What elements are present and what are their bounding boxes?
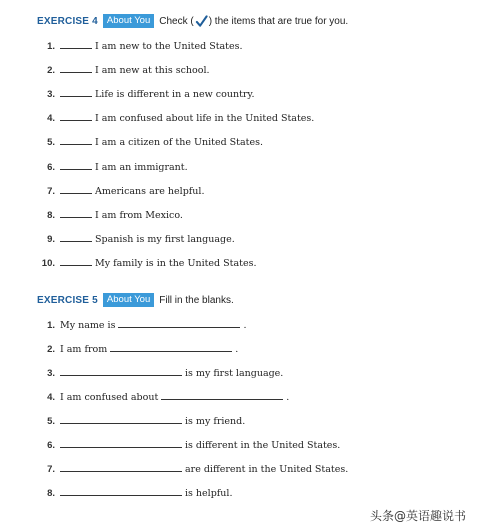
exercise-4-badge: About You [103, 14, 154, 28]
exercise-5-header [37, 293, 234, 307]
item-number: 4. [47, 113, 55, 124]
exercise-5-item [0, 342, 238, 356]
item-number: 6. [47, 162, 55, 173]
item-number: 2. [47, 344, 55, 355]
instruction-post: ) the items that are true for you. [208, 15, 349, 27]
item-number: 2. [47, 65, 55, 76]
item-text: I am new to the United States. [95, 41, 243, 52]
fill-blank[interactable] [110, 342, 232, 352]
item-number: 1. [47, 41, 55, 52]
exercise-4-item [0, 63, 210, 77]
exercise-4-label: EXERCISE 4 [37, 15, 98, 27]
exercise-5-instruction: Fill in the blanks. [159, 294, 234, 306]
item-text-after: . [235, 344, 239, 355]
check-blank[interactable] [60, 87, 92, 97]
check-blank[interactable] [60, 184, 92, 194]
fill-blank[interactable] [60, 462, 182, 472]
check-blank[interactable] [60, 63, 92, 73]
exercise-4-item [0, 135, 263, 149]
item-text-after: is helpful. [185, 488, 233, 499]
exercise-5-item [0, 438, 340, 452]
item-number: 7. [47, 464, 55, 475]
item-text-after: . [286, 392, 290, 403]
exercise-4-item [0, 111, 314, 125]
exercise-5-item [0, 318, 247, 332]
item-text: My family is in the United States. [95, 258, 257, 269]
item-text-before: I am confused about [60, 392, 159, 403]
item-text-before: My name is [60, 320, 116, 331]
exercise-4-header [37, 14, 348, 28]
item-text-after: are different in the United States. [185, 464, 349, 475]
item-text: I am confused about life in the United States. [95, 113, 315, 124]
exercise-4-item [0, 232, 235, 246]
item-number: 10. [41, 258, 55, 269]
check-blank[interactable] [60, 160, 92, 170]
item-number: 3. [47, 368, 55, 379]
item-text: I am from Mexico. [95, 210, 183, 221]
instruction-pre: Check ( [159, 15, 194, 27]
item-text-after: is different in the United States. [185, 440, 341, 451]
exercise-5-item [0, 414, 245, 428]
item-number: 5. [47, 416, 55, 427]
item-number: 1. [47, 320, 55, 331]
exercise-4-item [0, 256, 256, 270]
fill-blank[interactable] [60, 414, 182, 424]
fill-blank[interactable] [60, 486, 182, 496]
exercise-4-item [0, 39, 243, 53]
exercise-4-instruction [159, 15, 348, 28]
item-text: Spanish is my first language. [95, 234, 235, 245]
item-text: Life is different in a new country. [95, 89, 255, 100]
item-number: 4. [47, 392, 55, 403]
item-text: Americans are helpful. [95, 186, 205, 197]
item-text-after: . [243, 320, 247, 331]
item-number: 8. [47, 488, 55, 499]
item-text: I am an immigrant. [95, 162, 188, 173]
item-number: 3. [47, 89, 55, 100]
item-text-after: is my first language. [185, 368, 284, 379]
exercise-5-item [0, 486, 233, 500]
exercise-5-item [0, 462, 348, 476]
exercise-5-label: EXERCISE 5 [37, 294, 98, 306]
check-blank[interactable] [60, 39, 92, 49]
item-number: 9. [47, 234, 55, 245]
item-number: 8. [47, 210, 55, 221]
item-text-before: I am from [60, 344, 108, 355]
item-text-after: is my friend. [185, 416, 246, 427]
exercise-5-item [0, 366, 283, 380]
check-blank[interactable] [60, 232, 92, 242]
watermark: 头条@英语趣说书 [369, 509, 466, 523]
item-number: 7. [47, 186, 55, 197]
exercise-5-badge: About You [103, 293, 154, 307]
check-blank[interactable] [60, 111, 92, 121]
fill-blank[interactable] [161, 390, 283, 400]
fill-blank[interactable] [60, 366, 182, 376]
check-blank[interactable] [60, 135, 92, 145]
fill-blank[interactable] [60, 438, 182, 448]
check-blank[interactable] [60, 208, 92, 218]
exercise-5-item [0, 390, 289, 404]
exercise-4-item [0, 160, 188, 174]
checkmark-icon [195, 15, 208, 28]
check-blank[interactable] [60, 256, 92, 266]
item-number: 5. [47, 137, 55, 148]
item-number: 6. [47, 440, 55, 451]
exercise-4-item [0, 87, 255, 101]
fill-blank[interactable] [118, 318, 240, 328]
exercise-4-item [0, 208, 183, 222]
item-text: I am a citizen of the United States. [95, 137, 263, 148]
exercise-4-item [0, 184, 204, 198]
item-text: I am new at this school. [95, 65, 210, 76]
